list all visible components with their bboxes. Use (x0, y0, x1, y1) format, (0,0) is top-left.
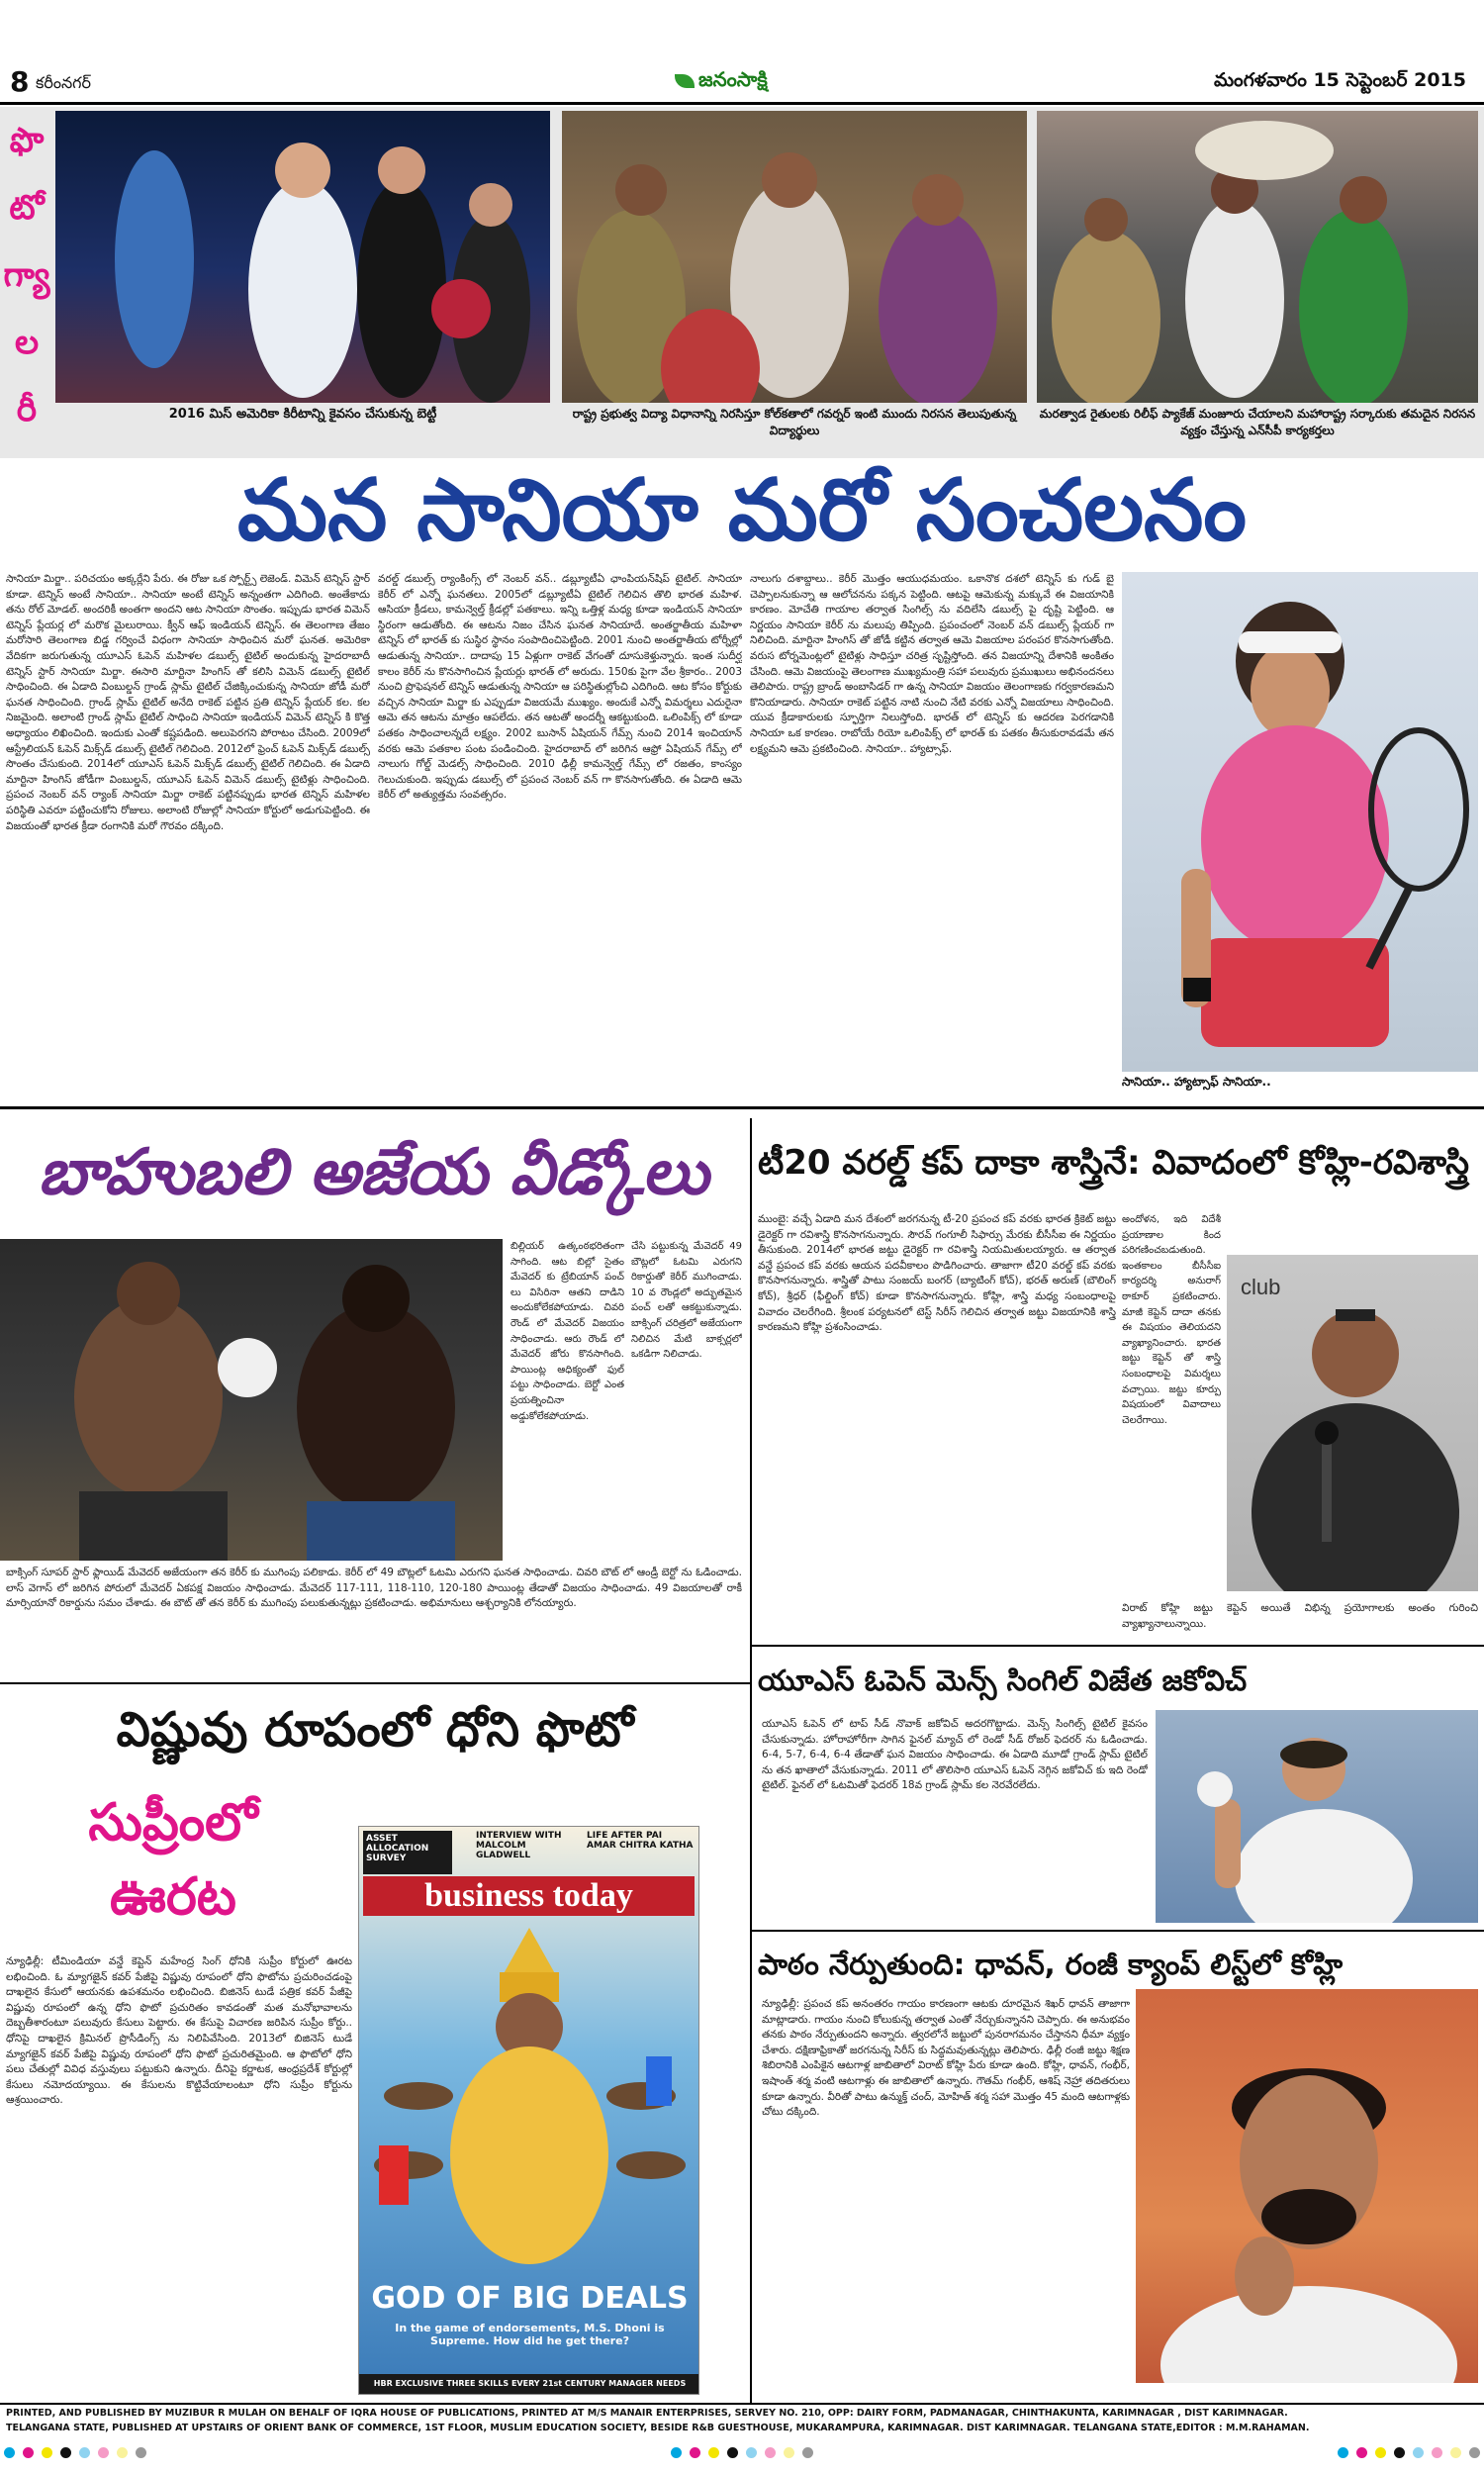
registration-dot (727, 2447, 738, 2458)
farmers-protest-icon (1037, 111, 1478, 403)
sania-column-1: సానియా మిర్జా.. పరిచయం అక్కర్లేని పేరు. ఈ రోజు ఒక స్పోర్ట్స్ లెజెండ్. విమెన్ టెన్నిస్ స్టార్ కూడా. టెన్నిస్ అంటే సానియా.. సానియా అంటే టెన్నిస్ అన్నంతగా ఎదిగింది. అంతేకాదు తను రోల్ మోడల్. అందరికీ అంతగా అందని ఆట సానియా సొంతం. ఇప్పుడు భారత విమెన్ టెన్నిస్ ప్లేయర్ల లో మరొక మైలురాయి. క్వీన్ ఆఫ్ ఇండియన్ టెన్నిస్. ఈ తెలంగాణ తేజం మరోసారి తెలంగాణ బిడ్డ గర్వించే విధంగా సానియా సాధించిన మరో ఘనత. అమెరికా వేదికగా జరుగుతున్న యూఎస్ ఓపెన్ మహిళల డబుల్స్ టైటిల్ అందుకున్న హైదరాబాదీ టెన్నిస్ స్టార్ సానియా మిర్జా. ఈసారి మార్టినా హింగిస్ తో కలిసి విమెన్ డబుల్స్ టైటిల్ సాధించింది. ఈ ఏడాది వింబుల్డన్ గ్రాండ్ స్లామ్ టైటిల్ చేజిక్కించుకున్న సానియా జోడీ మరో ఘనత సాధించింది. గ్రాండ్ స్లామ్ టైటిల్ అనేది రాకెట్ పట్టిన ప్రతి టెన్నిస్ ప్లేయర్ కల. కల నిజమైంది. అలాంటి గ్రాండ్ స్లామ్ టైటిల్ సాధించి సానియా ఇండియన్ విమెన్ టెన్నిస్ కి కొత్త అధ్యాయం లిఖించింది. ఇందుకు ఎంతో కష్టపడింది. అలుపెరగని పోరాటం చేసింది. 2009లో ఆస్ట్రేలియన్ ఓపెన్ మిక్స్‌డ్ డబుల్స్ టైటిల్ గెలిచింది. 2012లో ఫ్రెంచ్ ఓపెన్ మిక్స్‌డ్ డబుల్స్ సొంతం చేసుకుంది. 2014లో యూఎస్ ఓపెన్ మిక్స్‌డ్ డబుల్స్ టైటిల్ గెలిచింది. ఈ ఏడాది మార్టినా హింగిస్ జోడీగా వింబుల్డన్, యూఎస్ ఓపెన్ విమెన్ డబుల్స్ టైటిళ్లు సాధించింది. ప్రపంచ నెంబర్ వన్ ర్యాంక్ సానియా మిర్జా రాకెట్ పట్టినప్పుడు భారత టెన్నిస్ మహిళల పరిస్థితి ఎవరూ పట్టించుకోని రోజులు. అలాంటి రోజుల్లో సానియా కోర్టులో అడుగుపెట్టింది. ఈ విజయంతో భారత క్రీడా రంగానికి మరో గౌరవం దక్కింది. (6, 573, 370, 832)
gallery-caption: 2016 మిస్ అమెరికా కిరీటాన్ని కైవసం చేసుకున్న బెట్టీ (55, 406, 550, 445)
gallery-photo-miss-america (55, 111, 550, 403)
sania-photo-caption: సానియా.. హ్యాట్సాఫ్ సానియా.. (1122, 1075, 1271, 1089)
imprint-rule (0, 2403, 1484, 2405)
dhoni-subhead-line1: సుప్రీంలో (88, 1793, 258, 1853)
registration-marks (0, 2442, 1484, 2462)
registration-dot (1450, 2447, 1461, 2458)
registration-dot (765, 2447, 776, 2458)
issue-date: మంగళవారం 15 సెప్టెంబర్ 2015 (1213, 69, 1466, 91)
imprint-line-2: TELANGANA STATE, PUBLISHED AT UPSTAIRS OF ORIENT BANK OF COMMERCE, 1ST FLOOR, MUSLIM EDUCATION SOCIETY, BESIDE R&B GUESTHOUSE, MUKARAMPURA, KARIMNAGAR. DIST KARIMNAGAR. TELANGANA STATE,EDITOR : M.M.RAHAMAN. (6, 2423, 1310, 2433)
dhawan-photo (1136, 1989, 1478, 2383)
magazine-tag: INTERVIEW WITH MALCOLM GLADWELL (476, 1831, 562, 1860)
registration-dots-right (1334, 2447, 1484, 2458)
column-divider (750, 1118, 752, 2405)
registration-dots-center (667, 2447, 817, 2458)
t20-column-1: ముంబై: వచ్చే ఏడాది మన దేశంలో జరగనున్న టీ-20 ప్రపంచ కప్ వరకు భారత క్రికెట్ జట్టు డైరెక్టర్ గా రవిశాస్త్రి కొనసాగనున్నారు. సౌరవ్ గంగూలీ సిఫార్సు మేరకు బీసీసీఐ ఈ నిర్ణయం తీసుకుంది. 2014లో భారత జట్టు డైరెక్టర్ గా రవిశాస్త్రి నియమితులయ్యారు. ఆ తర్వాత వన్డే ప్రపంచ కప్ వరకు ఆయన పదవీకాలం పొడిగించారు. తాజాగా టీ20 వరల్డ్ కప్ వరకు కొనసాగనున్నారు. శాస్త్రితో పాటు సంజయ్ బంగర్ (బ్యాటింగ్ కోచ్), భరత్ అరుణ్ (బౌలింగ్ కోచ్), శ్రీధర్ (ఫీల్డింగ్ కోచ్) కూడా కొనసాగనున్నారు. కోహ్లి, శాస్త్రి మధ్య సంబంధాలపై వివాదం చెలరేగింది. శ్రీలంక పర్యటనలో టెస్ట్ సిరీస్ గెలిచిన తర్వాత జట్టు విజయానికి శాస్త్రి కారణమని కోహ్లి ప్రశంసించాడు. (758, 1213, 1116, 1334)
registration-dot (690, 2447, 700, 2458)
section-rule (752, 1645, 1484, 1647)
bahubali-column-2: చేసి పట్టుకున్న మేవెదర్ 49 బౌట్లలో ఓటమి ఎరుగని రికార్డుతో కెరీర్ ముగించాడు. 10 వ రౌండ్లలో అద్భుతమైన పంచ్ లతో ఆకట్టుకున్నాడు. బాక్సింగ్ చరిత్రలో అజేయంగా నిలిచిన మేటి బాక్సర్లలో ఒకడిగా నిలిచాడు. (631, 1241, 742, 1361)
registration-dot (1413, 2447, 1424, 2458)
sania-column-2: వరల్డ్ డబుల్స్ ర్యాంకింగ్స్ లో నెంబర్ వన్.. డబ్ల్యూటీఏ ఛాంపియన్‌షిప్ టైటిల్. సానియా కెరీర్ లో ఎన్నో ఘనతలు. 2005లో డబ్ల్యూటీఏ టైటిల్ గెలిచిన తొలి భారత మహిళ. ఆసియా క్రీడలు, కామన్వెల్త్ క్రీడల్లో పతకాలు. ఇన్ని ఒత్తిళ్ల మధ్య కూడా ఇండియన్ సానియా స్థిరంగా ఆడుతోంది. ఈ ఆటను నిజం చేసిన ఘనత సానియాదే. అంతర్జాతీయ మహిళా టెన్నిస్ లో భారత్ కు సుస్థిర స్థానం సంపాదించిపెట్టింది. 2001 నుంచి అంతర్జాతీయ టోర్నీల్లో ఆడుతున్న సానియా.. దాదాపు 15 ఏళ్లుగా రాకెట్ వేగంతో దూసుకెళ్తున్నారు. ఇంత సుదీర్ఘ కాలం కెరీర్ ను కొనసాగించిన ప్లేయర్లు భారత్ లో అరుదు. 150కు పైగా వేల శ్రీకారం.. 2003 నుంచి ప్రొఫెషనల్ టెన్నిస్ ఆడుతున్న సానియా ఆ పరిస్థితుల్లోంచి ఎదిగింది. ఆట కోసం కోర్టుకు వచ్చిన సానియా మిర్జా కు ఎప్పుడూ విజయమే ముఖ్యం. అందుకే ఎన్నో విమర్శలు ఎదురైనా ఆమె తన ఆటను మాత్రం ఆపలేదు. తన ఆటతో అందర్నీ ఆకట్టుకుంది. ఒలింపిక్స్ లో కూడా పతకం సాధించాలన్నదే లక్ష్యం. 2002 బుసాన్ ఏషియన్ గేమ్స్ నుంచి 2014 ఇంచియాన్ వరకు ఆమె పతకాల పంట పండించింది. హైదరాబాద్ లో జరిగిన ఆఫ్రో ఏషియన్ గేమ్స్ లో నాలుగు గోల్డ్ మెడల్స్ సాధించింది. 2010 ఢిల్లీ కామన్వెల్త్ గేమ్స్ లో రజతం, కాంస్యం గెలుచుకుంది. ఇప్పుడు డబుల్స్ లో ప్రపంచ నెంబర్ వన్ గా కొనసాగుతోంది. ఈ ఏడాది ఆమె కెరీర్ లో అత్యుత్తమ సంవత్సరం. (378, 573, 742, 802)
gallery-label-char: ఫొ (9, 121, 45, 160)
vishnu-dhoni-icon (359, 1918, 699, 2274)
magazine-cover (358, 1826, 699, 2395)
pageant-stage-icon (55, 111, 550, 403)
gallery-photo-student-protest (562, 111, 1027, 403)
magazine-cover-title: GOD OF BIG DEALS (371, 2281, 689, 2316)
dhoni-subhead-line2: ఊరట (110, 1867, 236, 1927)
section-rule (752, 1930, 1484, 1932)
registration-dot (784, 2447, 794, 2458)
masthead-logo (675, 67, 768, 95)
gallery-label (2, 111, 51, 447)
bahubali-bottom-text: బాక్సింగ్ సూపర్ స్టార్ ఫ్లాయిడ్ మేవెదర్ అజేయంగా తన కెరీర్ కు ముగింపు పలికాడు. కెరీర్ లో 49 బౌట్లలో ఓటమి ఎరుగని ఘనత సాధించాడు. చివరి బౌట్ లో ఆండ్రీ బెర్టో ను ఓడించాడు. లాస్ వెగాస్ లో జరిగిన పోరులో మేవెదర్ ఏకపక్ష విజయం సాధించాడు. మేవెదర్ 117-111, 118-110, 120-180 పాయింట్ల తేడాతో విజయం సాధించాడు. 49 విజయాలతో రాకీ మార్సియానో రికార్డును సమం చేశాడు. ఈ బౌట్ తో తన కెరీర్ కు ముగింపు పలుకుతున్నట్లు ప్రకటించాడు. అభిమానులు ఆశ్చర్యానికి లోనయ్యారు. (6, 1567, 742, 1610)
registration-dot (671, 2447, 682, 2458)
cricketer-portrait-icon (1136, 1989, 1478, 2383)
registration-dot (1469, 2447, 1480, 2458)
registration-dot (1375, 2447, 1386, 2458)
boxing-photo (0, 1239, 503, 1561)
djokovic-photo (1156, 1710, 1478, 1923)
magazine-footer: HBR EXCLUSIVE THREE SKILLS EVERY 21st CENTURY MANAGER NEEDS (359, 2374, 699, 2394)
dhawan-body: న్యూఢిల్లీ: ప్రపంచ కప్ అనంతరం గాయం కారణంగా ఆటకు దూరమైన శిఖర్ ధావన్ తాజాగా మాట్లాడారు. గాయం నుంచి కోలుకున్న తర్వాత ఎంతో నేర్చుకున్నానని చెప్పారు. ఈ అనుభవం తనకు పాఠం నేర్పుతుందని అన్నారు. త్వరలోనే జట్టులో పునరాగమనం చేస్తానని ధీమా వ్యక్తం చేశారు. దక్షిణాఫ్రికాతో జరగనున్న సిరీస్ కు సిద్ధమవుతున్నట్లు తెలిపారు. ఢిల్లీ రంజీ జట్టు శిక్షణ శిబిరానికి ఎంపికైన ఆటగాళ్ల జాబితాలో విరాట్ కోహ్లి పేరు కూడా ఉంది. కోహ్లి, ధావన్, గంభీర్, ఇషాంత్ శర్మ వంటి ఆటగాళ్లు ఈ జాబితాలో ఉన్నారు. గౌతమ్ గంభీర్, ఆశిష్ నెహ్రా తదితరులు కూడా ఉన్నారు. వీరితో పాటు ఉన్ముక్త్ చంద్, మోహిత్ శర్మ సహా మొత్తం 45 మంది ఆటగాళ్లకు చోటు దక్కింది. (762, 1998, 1130, 2119)
bahubali-headline: బాహుబలి అజేయ వీడ్కోలు (38, 1136, 709, 1209)
magazine-brand: business today (363, 1876, 695, 1916)
dhoni-headline: విష్ణువు రూపంలో ధోని ఫొటో (116, 1702, 634, 1758)
registration-dot (60, 2447, 71, 2458)
registration-dot (42, 2447, 52, 2458)
sania-photo (1122, 572, 1478, 1072)
registration-dots-left (0, 2447, 150, 2458)
registration-dot (117, 2447, 128, 2458)
masthead-text: జనంసాక్షి (698, 66, 768, 91)
gallery-label-char: రీ (16, 390, 38, 429)
djokovic-body: యూఎస్ ఓపెన్ లో టాప్ సీడ్ నొవాక్ జకోవిచ్ అదరగొట్టాడు. మెన్స్ సింగిల్స్ టైటిల్ కైవసం చేసుకున్నాడు. హోరాహోరీగా సాగిన ఫైనల్ మ్యాచ్ లో రెండో సీడ్ రోజర్ ఫెదరర్ ను ఓడించాడు. 6-4, 5-7, 6-4, 6-4 తేడాతో ఘన విజయం సాధించాడు. ఈ ఏడాది మూడో గ్రాండ్ స్లామ్ టైటిల్ ను తన ఖాతాలో వేసుకున్నాడు. 2011 లో తొలిసారి యూఎస్ ఓపెన్ నెగ్గిన జకోవిచ్ కు ఇది రెండో టైటిల్. ఫైనల్ లో ఓటమితో ఫెదరర్ 18వ గ్రాండ్ స్లామ్ కల నెరవేరలేదు. (762, 1718, 1148, 1792)
boxers-icon (0, 1239, 503, 1561)
registration-dot (4, 2447, 15, 2458)
gallery-caption: రాష్ట్ర ప్రభుత్వ విద్యా విధానాన్ని నిరసిస్తూ కోల్‌కతాలో గవర్నర్ ఇంటి ముందు నిరసన తెలుపుతున్న విద్యార్థులు (562, 406, 1027, 455)
registration-dot (746, 2447, 757, 2458)
dhoni-body: న్యూఢిల్లీ: టీమిండియా వన్డే కెప్టెన్ మహేంద్ర సింగ్ ధోనికి సుప్రీం కోర్టులో ఊరట లభించింది. ఓ మ్యాగజైన్ కవర్ పేజీపై విష్ణువు రూపంలో ధోని ఫొటోను ప్రచురించడంపై దాఖలైన కేసులో ఆయనకు ఉపశమనం లభించింది. బిజినెస్ టుడే పత్రిక కవర్ పేజీపై విష్ణువు రూపంలో ఉన్న ధోని ఫొటో ప్రచురితం కావడంతో మత మనోభావాలను దెబ్బతీశారంటూ పలువురు కేసులు పెట్టారు. ఈ కేసుపై విచారణ జరిపిన సుప్రీం కోర్టు.. ధోనిపై దాఖలైన క్రిమినల్ ప్రొసీడింగ్స్ ను నిలిపివేసింది. 2013లో బిజినెస్ టుడే మ్యాగజైన్ కవర్ పేజీపై విష్ణువు రూపంలో ధోని ఫొటో ప్రచురితమైంది. ఆ ఫొటోలో ధోని పలు చేతుల్లో వివిధ వస్తువులు పట్టుకుని ఉన్నారు. దీనిపై కర్ణాటక, ఆంధ్రప్రదేశ్ కోర్టుల్లో కేసులు నమోదయ్యాయి. ఈ కేసులను కొట్టివేయాలంటూ ధోని సుప్రీం కోర్టును ఆశ్రయించారు. (6, 1955, 352, 2107)
registration-dot (1432, 2447, 1442, 2458)
page-number: 8 (10, 65, 30, 98)
registration-dot (1394, 2447, 1405, 2458)
tennis-player-icon (1156, 1710, 1478, 1923)
leaf-icon (675, 74, 695, 88)
gallery-label-char: టో (9, 188, 45, 228)
registration-dot (802, 2447, 813, 2458)
registration-dot (1356, 2447, 1367, 2458)
section-rule (0, 1682, 750, 1684)
sania-column-3: నాలుగు దశాబ్దాలు.. కెరీర్ మొత్తం ఆయుధమయం. ఒకానొక దశలో టెన్నిస్ కు గుడ్ బై చెప్పాలనుకున్నా ఆ ఆలోచనను పక్కన పెట్టింది. ఆటపై ఆమెకున్న మక్కువే ఈ విజయానికి కారణం. మోచేతి గాయాల తర్వాత సింగిల్స్ ను వదిలేసి డబుల్స్ పై దృష్టి పెట్టింది. ఆ నిర్ణయం సానియా కెరీర్ ను మలుపు తిప్పింది. ప్రపంచంలో నెంబర్ వన్ డబుల్స్ ప్లేయర్ గా నిలిచింది. మార్టినా హింగిస్ తో జోడీ కట్టిన తర్వాత ఆమె విజయాల పరంపర కొనసాగుతోంది. వరుస టోర్నమెంట్లలో టైటిళ్లు సాధిస్తూ చరిత్ర సృష్టిస్తోంది. తన విజయాన్ని దేశానికి అంకితం చేసింది. ఆమె విజయంపై తెలంగాణ ముఖ్యమంత్రి సహా పలువురు ప్రముఖులు అభినందనలు తెలిపారు. రాష్ట్ర బ్రాండ్ అంబాసిడర్ గా ఉన్న సానియా విజయం తెలంగాణకు గర్వకారణమని కొనియాడారు. సానియా రాకెట్ పట్టిన నాటి నుంచి నేటి వరకు ఎన్నో విజయాలు సాధించింది. యువ క్రీడాకారులకు స్ఫూర్తిగా నిలుస్తోంది. భారత్ లో టెన్నిస్ కు ఆదరణ పెరగడానికి సానియా ఒక కారణం. రాబోయే రియో ఒలింపిక్స్ లో భారత్ కు పతకం తీసుకురావడమే తన లక్ష్యమని ఆమె ప్రకటించింది. సానియా.. హ్యాట్సాఫ్. (750, 573, 1114, 755)
registration-dot (136, 2447, 146, 2458)
gallery-caption: మరత్వాడ రైతులకు రిలీఫ్ ప్యాకేజ్ మంజూరు చేయాలని మహారాష్ట్ర సర్కారుకు తమదైన నిరసన వ్యక్తం చేస్తున్న ఎన్‌సీపీ కార్యకర్తలు (1037, 406, 1478, 455)
photo-gallery (0, 107, 1484, 458)
magazine-tag: LIFE AFTER PAI AMAR CHITRA KATHA (587, 1831, 694, 1851)
registration-dot (1338, 2447, 1348, 2458)
t20-bottom-text: విరాట్ కోహ్లి జట్టు కెప్టెన్ అయితే విభిన్న ప్రయోగాలకు అంతం గురించి వ్యాఖ్యానాలున్నాయి. (1122, 1602, 1478, 1630)
imprint-line-1: PRINTED, AND PUBLISHED BY MUZIBUR R MULAH ON BEHALF OF IQRA HOUSE OF PUBLICATIONS, PRINTED AT M/S MANAIR ENTERPRISES, SERVEY NO. 210, OPP: DAIRY FORM, PADMANAGAR, CHINTHAKUNTA, KARIMNAGAR , DIST KARIMNAGAR. (6, 2408, 1288, 2419)
magazine-cover-subtitle: In the game of endorsements, M.S. Dhoni is Supreme. How did he get there? (395, 2322, 665, 2347)
gallery-photo-ncp-protest (1037, 111, 1478, 403)
registration-dot (708, 2447, 719, 2458)
page-header (0, 61, 1484, 106)
dhawan-headline: పాఠం నేర్పుతుంది: ధావన్, రంజీ క్యాంప్ లిస్ట్‌లో కోహ్లి (758, 1948, 1344, 1981)
protest-crowd-icon (562, 111, 1027, 403)
t20-headline: టీ20 వరల్డ్ కప్ దాకా శాస్త్రినే: వివాదంలో కోహ్లి-రవిశాస్త్రి (758, 1143, 1469, 1183)
djokovic-headline: యూఎస్ ఓపెన్ మెన్స్ సింగిల్ విజేత జకోవిచ్ (758, 1664, 1248, 1697)
gallery-label-char: గ్యా (3, 255, 50, 295)
registration-dot (79, 2447, 90, 2458)
bahubali-column-1: బిల్లియర్ ఉత్కంఠభరితంగా సాగింది. ఆట బిల్లో సైతం మేవెదర్ కు ట్రేబియాన్ పంచ్ లు విసిరినా ఆతని దాడిని అందుకోలేకపోయాడు. చివరి రౌండ్ లో మేవెదర్ విజయం సాధించాడు. ఆరు రౌండ్ లో మేవెదర్ జోరు కొనసాగింది. పాయింట్ల ఆధిక్యంతో ఫుల్ పట్టు సాధించాడు. బెర్టో ఎంత ప్రయత్నించినా అడ్డుకోలేకపోయాడు. (510, 1241, 624, 1422)
edition-name: కరీంనగర్ (36, 73, 92, 92)
registration-dot (23, 2447, 34, 2458)
svg-text:club: club (1241, 1275, 1281, 1299)
press-conference-icon (1227, 1255, 1478, 1591)
header-rule (0, 102, 1484, 105)
registration-dot (98, 2447, 109, 2458)
ravi-shastri-photo (1227, 1255, 1478, 1591)
gallery-label-char: ల (14, 323, 40, 362)
t20-column-2: అందోళన, ఇది విదేశీ ప్రయాణాల కింద పరిగణించబడుతుంది. ఇంతకాలం బీసీసీఐ కార్యదర్శి అనురాగ్ ఠాకూర్ ప్రకటించారు. మాజీ కెప్టెన్ దాదా తనకు ఈ విషయం తెలియదని వ్యాఖ్యానించారు. భారత జట్టు కెప్టెన్ తో శాస్త్రి సంబంధాలపై విమర్శలు వచ్చాయి. జట్టు కూర్పు విషయంలో వివాదాలు చెలరేగాయి. (1122, 1214, 1221, 1426)
magazine-tag: ASSET ALLOCATION SURVEY (363, 1831, 452, 1874)
tennis-player-icon (1122, 572, 1478, 1072)
sania-headline: మన సానియా మరో సంచలనం (236, 461, 1248, 560)
section-rule (0, 1106, 1484, 1109)
